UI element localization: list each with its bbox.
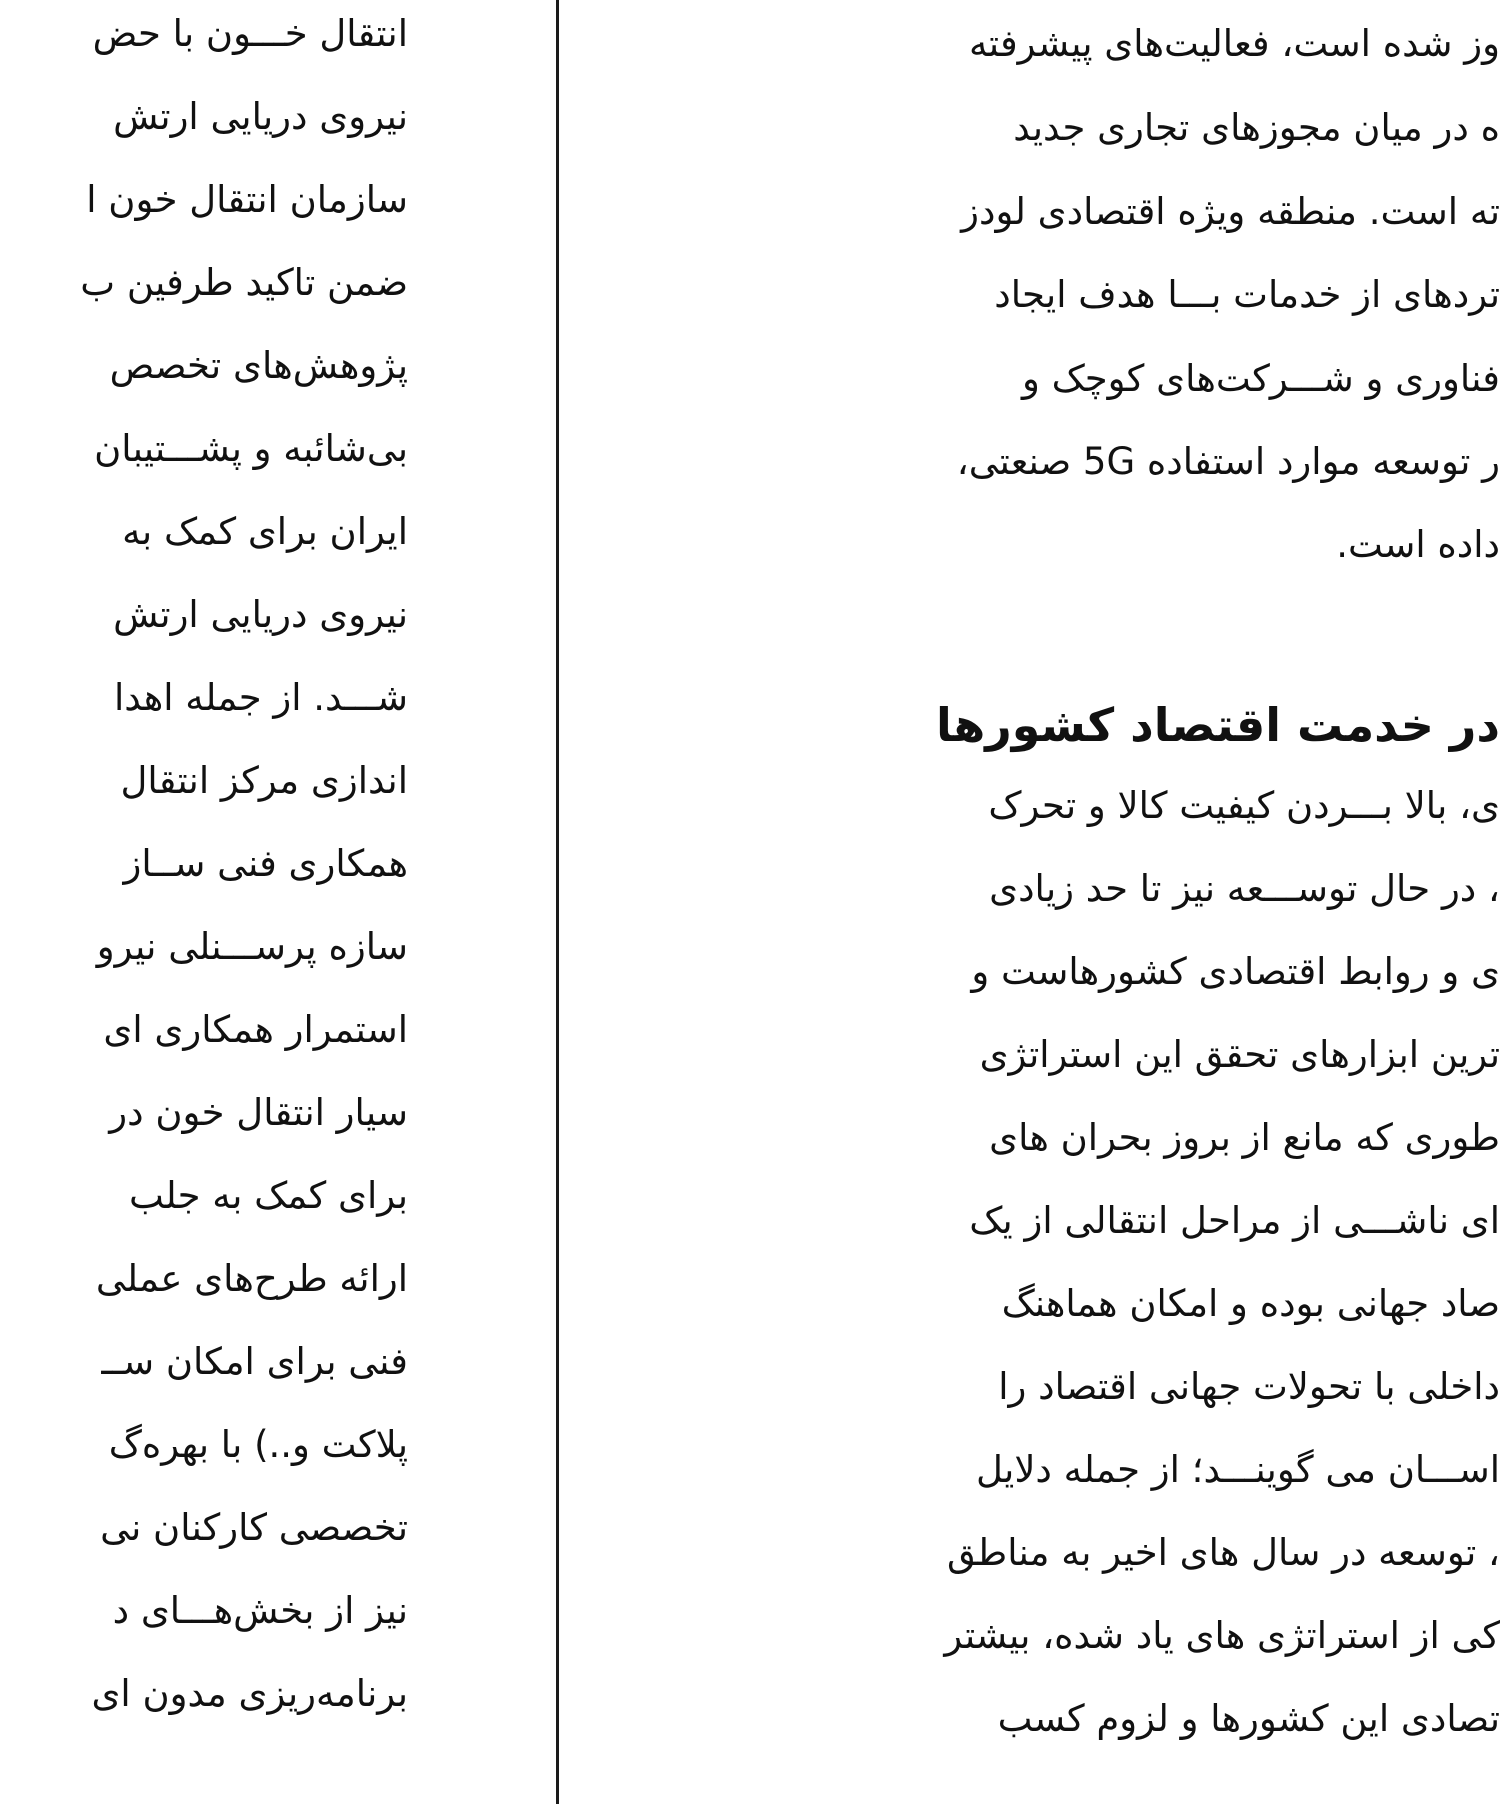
left-line: تخصصی کارکنان نی bbox=[100, 1506, 408, 1549]
left-line: نیروی دریایی ارتش bbox=[113, 95, 408, 138]
left-line: ضمن تاکید طرفین ب bbox=[80, 261, 408, 304]
left-line: نیز از بخش‌هـــای د bbox=[112, 1589, 408, 1632]
column-divider bbox=[556, 0, 559, 1804]
right-line: ی، بالا بـــردن کیفیت کالا و تحرک bbox=[988, 784, 1500, 827]
right-line: ، توسعه در سال های اخیر به مناطق bbox=[946, 1531, 1500, 1574]
left-line: ایران برای کمک به bbox=[122, 510, 408, 553]
right-line: ترین ابزارهای تحقق این استراتژی bbox=[979, 1033, 1500, 1076]
right-line: ه در میان مجوزهای تجاری جدید bbox=[1013, 106, 1500, 149]
left-line: برنامه‌ریزی مدون ای bbox=[91, 1672, 408, 1715]
left-line: پلاکت و..) با بهره‌گ bbox=[108, 1423, 408, 1466]
left-line: انتقال خـــون با حض bbox=[92, 12, 408, 55]
left-column bbox=[0, 0, 408, 1804]
right-line: وز شده است، فعالیت‌های پیشرفته bbox=[968, 22, 1500, 65]
right-line: داخلی با تحولات جهانی اقتصاد را bbox=[998, 1365, 1500, 1408]
left-line: نیروی دریایی ارتش bbox=[113, 593, 408, 636]
left-line: بی‌شائبه و پشـــتیبان bbox=[94, 427, 408, 470]
left-line: سازه پرســـنلی نیرو bbox=[96, 925, 408, 968]
section-heading: در خدمت اقتصاد کشورها bbox=[936, 698, 1500, 752]
right-line: تردهای از خدمات بـــا هدف ایجاد bbox=[994, 273, 1500, 316]
right-line: ، در حال توســـعه نیز تا حد زیادی bbox=[989, 867, 1500, 910]
right-line: ر توسعه موارد استفاده 5G صنعتی، bbox=[956, 440, 1500, 483]
left-line: فنی برای امکان ســ bbox=[101, 1340, 408, 1383]
left-line: پژوهش‌های تخصص bbox=[109, 344, 408, 387]
left-line: برای کمک به جلب bbox=[129, 1174, 408, 1217]
right-line: طوری که مانع از بروز بحران های bbox=[989, 1116, 1500, 1159]
right-line: کی از استراتژی های یاد شده، بیشتر bbox=[944, 1614, 1500, 1657]
left-line: اندازی مرکز انتقال bbox=[120, 759, 408, 802]
right-line: صاد جهانی بوده و امکان هماهنگ bbox=[1001, 1282, 1500, 1325]
right-column bbox=[602, 0, 1500, 1804]
left-line: سیار انتقال خون در bbox=[109, 1091, 408, 1134]
left-line: ارائه طرح‌های عملی bbox=[95, 1257, 408, 1300]
left-line: استمرار همکاری ای bbox=[103, 1008, 408, 1051]
right-line: اســـان می گوینـــد؛ از جمله دلایل bbox=[976, 1448, 1500, 1491]
left-line: همکاری فنی ســاز bbox=[123, 842, 408, 885]
left-line: شـــد. از جمله اهدا bbox=[114, 676, 408, 719]
right-line: ی و روابط اقتصادی کشورهاست و bbox=[971, 950, 1500, 993]
right-line: فناوری و شـــرکت‌های کوچک و bbox=[1022, 357, 1500, 400]
left-line: سازمان انتقال خون ا bbox=[86, 178, 408, 221]
right-line: تصادی این کشورها و لزوم کسب bbox=[997, 1697, 1500, 1740]
right-line: ته است. منطقه ویژه اقتصادی لودز bbox=[961, 190, 1500, 233]
right-line: داده است. bbox=[1336, 523, 1500, 566]
right-line: ای ناشـــی از مراحل انتقالی از یک bbox=[969, 1199, 1500, 1242]
